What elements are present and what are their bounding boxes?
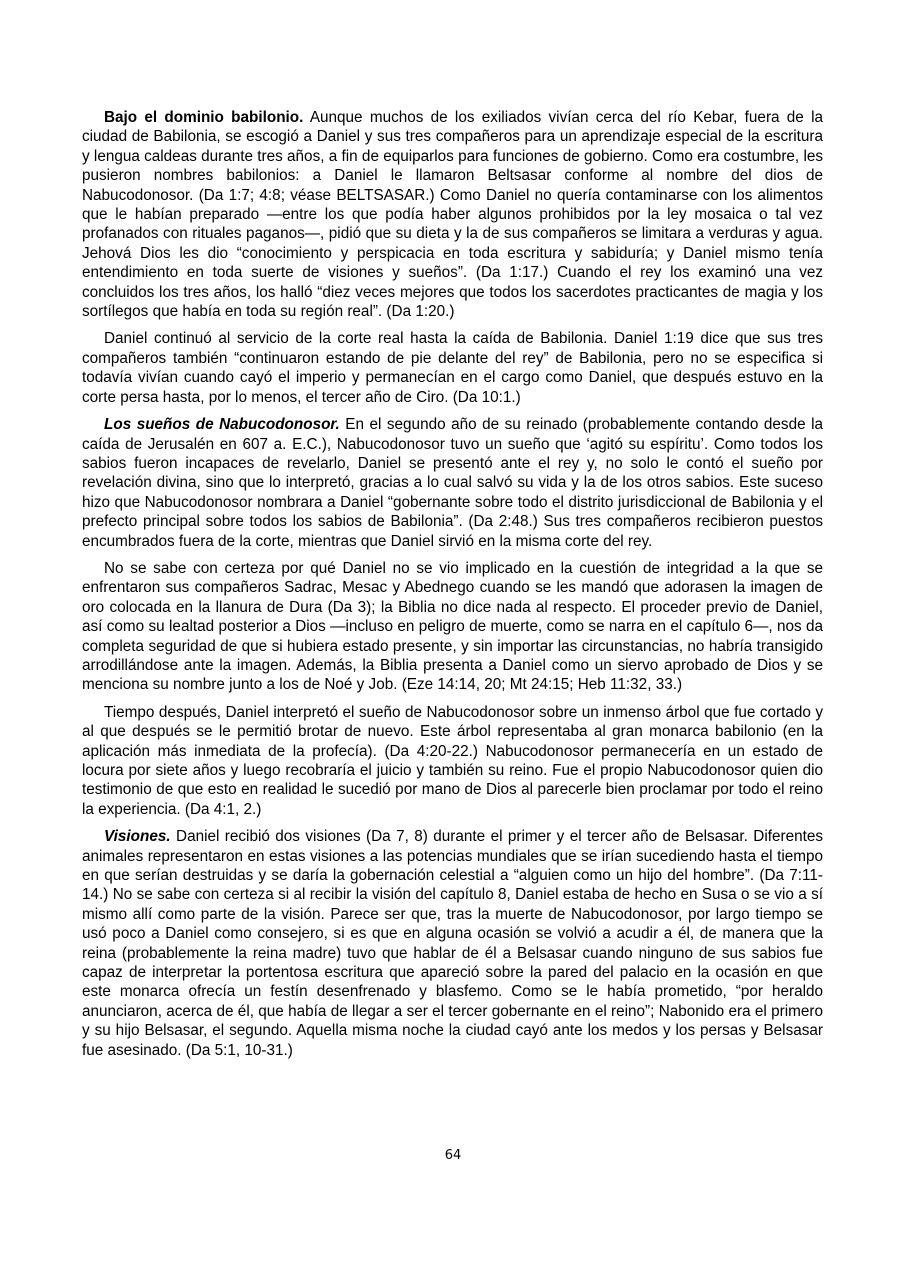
- paragraph-royal-court-service: [82, 329, 823, 407]
- section-heading-visions: Visiones.: [104, 828, 171, 846]
- paragraph-text: Tiempo después, Daniel interpretó el sueño de Nabucodonosor sobre un inmenso árbol que fue cortado y al que después se le permitió brotar de nuevo. Este árbol representaba al gran monarca babilonio (en la aplicación más inmediata de la profecía). (Da 4:20-22.) Nabucodonosor permanecería en un estado de locura por siete años y luego recobraría el juicio y también su reino. Fue el propio Nabucodonosor quien dio testimonio de que esto en realidad le sucedió por mano de Dios al parecerle bien proclamar por todo el reino la experiencia. (Da 4:1, 2.): [82, 703, 823, 818]
- paragraph-babylonian-rule: [82, 108, 823, 321]
- section-heading-babylonian-rule: Bajo el dominio babilonio.: [104, 109, 304, 126]
- paragraph-text: No se sabe con certeza por qué Daniel no se vio implicado en la cuestión de integridad a la que se enfrentaron sus compañeros Sadrac, Mesac y Abednego cuando se les mandó que adorasen la imagen de oro colocada en la llanura de Dura (Da 3); la Biblia no dice nada al respecto. El proceder previo de Daniel, así como su lealtad posterior a Dios —incluso en peligro de muerte, como se narra en el capítulo 6—, nos da completa seguridad de que si hubiera estado presente, y sin importar las circunstancias, no habría transigido arrodillándose ante la imagen. Además, la Biblia presenta a Daniel como un siervo aprobado de Dios y se menciona su nombre junto a los de Noé y Job. (Eze 14:14, 20; Mt 24:15; Heb 11:32, 33.): [82, 559, 823, 694]
- section-heading-dreams: Los sueños de Nabucodonosor.: [104, 416, 340, 434]
- paragraph-tree-dream: [82, 703, 823, 819]
- paragraph-text: Aunque muchos de los exiliados vivían cerca del río Kebar, fuera de la ciudad de Babilonia, se escogió a Daniel y sus tres compañeros para un aprendizaje especial de la escritura y lengua caldeas durante tres años, a fin de equiparlos para funciones de gobierno. Como era costumbre, les pusieron nombres babilonios: a Daniel le llamaron Beltsasar conforme al nombre del dios de Nabucodonosor. (Da 1:7; 4:8; véase BELTSASAR.) Como Daniel no quería contaminarse con los alimentos que le habían preparado —entre los que podía haber algunos prohibidos por la ley mosaica o tal vez profanados con rituales paganos—, pidió que su dieta y la de sus compañeros se limitara a verduras y agua. Jehová Dios les dio “conocimiento y perspicacia en toda escritura y sabiduría; y Daniel mismo tenía entendimiento en toda suerte de visiones y sueños”. (Da 1:17.) Cuando el rey los examinó una vez concluidos los tres años, los halló “diez veces mejores que todos los sacerdotes practicantes de magia y los sortílegos que había en toda su región real”. (Da 1:20.): [82, 109, 823, 321]
- page-number: 64: [444, 1148, 462, 1163]
- paragraph-text: Daniel recibió dos visiones (Da 7, 8) durante el primer y el tercer año de Belsasar. Diferentes animales representaron en estas visiones a las potencias mundiales que se irían sucediendo hasta el tiempo en que serían destruidas y se daría la gobernación celestial a “alguien como un hijo del hombre”. (Da 7:11-14.) No se sabe con certeza si al recibir la visión del capítulo 8, Daniel estaba de hecho en Susa o se vio a sí mismo allí como parte de la visión. Parece ser que, tras la muerte de Nabucodonosor, por largo tiempo se usó poco a Daniel como consejero, si es que en alguna ocasión se volvió a acudir a él, de manera que la reina (probablemente la reina madre) tuvo que hablar de él a Belsasar cuando ninguno de sus sabios fue capaz de interpretar la portentosa escritura que apareció sobre la pared del palacio en la ocasión en que este monarca ofrecía un festín desenfrenado y blasfemo. Como se le había prometido, “por heraldo anunciaron, acerca de él, que había de llegar a ser el tercer gobernante en el reino”; Nabonido era el primero y su hijo Belsasar, el segundo. Aquella misma noche la ciudad cayó ante los medos y los persas y Belsasar fue asesinado. (Da 5:1, 10-31.): [82, 828, 823, 1059]
- paragraph-text: Daniel continuó al servicio de la corte real hasta la caída de Babilonia. Daniel 1:19 dice que sus tres compañeros también “continuaron estando de pie delante del rey” de Babilonia, pero no se especifica si todavía vivían cuando cayó el imperio y permanecían en el cargo como Daniel, que después estuvo en la corte persa hasta, por lo menos, el tercer año de Ciro. (Da 10:1.): [82, 330, 823, 406]
- paragraph-nebuchadnezzar-dreams: [82, 415, 823, 551]
- paragraph-visions: [82, 827, 823, 1060]
- document-body: [82, 108, 823, 1068]
- paragraph-integrity-question: [82, 559, 823, 695]
- paragraph-text: En el segundo año de su reinado (probablemente contando desde la caída de Jerusalén en 607 a. E.C.), Nabucodonosor tuvo un sueño que ‘agitó su espíritu’. Como todos los sabios fueron incapaces de revelarlo, Daniel se presentó ante el rey y, no solo le contó el sueño por revelación divina, sino que lo interpretó, gracias a lo cual salvó su vida y la de los otros sabios. Este suceso hizo que Nabucodonosor nombrara a Daniel “gobernante sobre todo el distrito jurisdiccional de Babilonia y el prefecto principal sobre todos los sabios de Babilonia”. (Da 2:48.) Sus tres compañeros recibieron puestos encumbrados fuera de la corte, mientras que Daniel sirvió en la misma corte del rey.: [82, 416, 823, 550]
